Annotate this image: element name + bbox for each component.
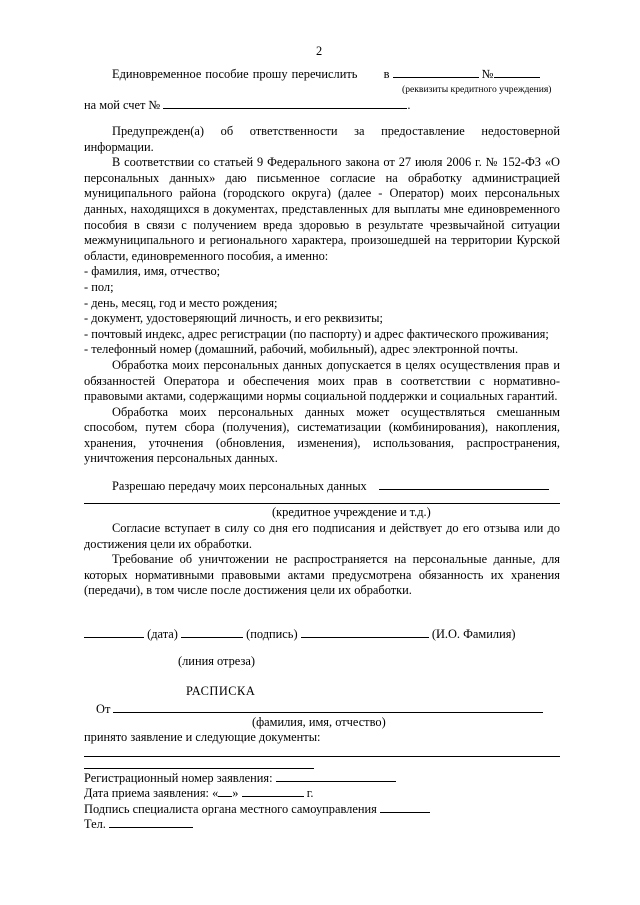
transfer-in-label: в (383, 67, 390, 81)
receipt-date-line (84, 785, 313, 802)
receipt-date-prefix: Дата приема заявления: « (84, 786, 219, 800)
account-number-field[interactable] (163, 97, 407, 109)
warning-paragraph: Предупрежден(а) об ответственности за предоставление недостоверной информации. (84, 124, 560, 154)
transfer-recipient-line[interactable] (84, 503, 560, 504)
receipt-accepted-text: принято заявление и следующие документы: (84, 730, 321, 744)
account-label: на мой счет № (84, 98, 161, 112)
bank-number-field[interactable] (494, 66, 540, 78)
transfer-line (112, 66, 540, 83)
receipt-month-field[interactable] (242, 785, 304, 797)
data-item: - день, месяц, год и место рождения; (84, 295, 278, 310)
bank-name-field[interactable] (393, 66, 479, 78)
bank-number-label: № (481, 67, 494, 81)
phone-field[interactable] (109, 816, 193, 828)
validity-paragraph: Согласие вступает в силу со дня его подписания и действует до его отзыва или до достижения цели их обработки. (84, 521, 560, 551)
signature-field[interactable] (181, 626, 243, 638)
receipt-title: РАСПИСКА (186, 684, 256, 698)
credit-institution-note: (кредитное учреждение и т.д.) (272, 505, 431, 519)
transfer-permit-line (112, 478, 549, 495)
signature-label: (подпись) (246, 627, 298, 641)
receipt-day-field[interactable] (218, 785, 232, 797)
transfer-request-text: Единовременное пособие прошу перечислить (112, 67, 358, 81)
specialist-label: Подпись специалиста органа местного самоуправления (84, 802, 377, 816)
cut-line-label: (линия отреза) (178, 654, 255, 668)
data-item: - документ, удостоверяющий личность, и его реквизиты; (84, 311, 383, 326)
data-item: - почтовый индекс, адрес регистрации (по паспорту) и адрес фактического проживания; (84, 326, 549, 341)
date-label: (дата) (147, 627, 178, 641)
receipt-from-field[interactable] (113, 701, 543, 713)
receipt-date-mid: » (232, 786, 239, 800)
processing-purpose-paragraph: Обработка моих персональных данных допускается в целях осуществления прав и обязанностей Оператора и обеспечения моих прав в соответствии с нормативно-правовыми актами, содержащими нормы социальной поддержки и социальных гарантий. (84, 357, 560, 404)
data-item: - телефонный номер (домашний, рабочий, мобильный), адрес электронной почты. (84, 342, 519, 357)
data-item: - фамилия, имя, отчество; (84, 264, 221, 279)
specialist-signature-field[interactable] (380, 801, 430, 813)
full-name-field[interactable] (301, 626, 429, 638)
destruction-paragraph: Требование об уничтожении не распространяется на персональные данные, для которых нормативными правовыми актами предусмотрена обязанность их хранения (передачи), в том числе после достижения цели их обработки. (84, 552, 560, 598)
consent-paragraph: В соответствии со статьей 9 Федерального закона от 27 июля 2006 г. № 152-ФЗ «О персональных данных» даю письменное согласие на обработку администрацией муниципального района (городского округа) (далее - Оператор) моих персональных данных, находящихся в документах, представленных для выплаты мне единовременного пособия в связи с получением вреда здоровью в результате чрезвычайной ситуации межмуниципального и регионального характера, произошедшей на территории Курской области, единовременного пособия, а именно: (84, 155, 560, 263)
documents-line[interactable] (84, 756, 560, 757)
transfer-recipient-field[interactable] (379, 478, 549, 490)
receipt-date-suffix: г. (306, 786, 314, 800)
date-field[interactable] (84, 626, 144, 638)
documents-line[interactable] (84, 768, 314, 769)
receipt-from-label: От (96, 702, 111, 716)
receipt-fio-note: (фамилия, имя, отчество) (252, 715, 386, 729)
data-item: - пол; (84, 279, 114, 294)
transfer-permit-text: Разрешаю передачу моих персональных данных (112, 479, 367, 493)
processing-method-paragraph: Обработка моих персональных данных может осуществляться смешанным способом, путем сбора (получения), систематизации (комбинирования), накопления, хранения, уточнения (обновления, изменения), использования, распространения, уничтожения персональных данных. (84, 404, 560, 466)
phone-line (84, 816, 193, 833)
bank-details-note: (реквизиты кредитного учреждения) (402, 84, 552, 95)
consent-body (84, 124, 560, 467)
full-name-label: (И.О. Фамилия) (431, 627, 516, 641)
account-line: на мой счет № . (84, 98, 411, 112)
phone-label: Тел. (84, 817, 106, 831)
signature-row (84, 626, 516, 643)
reg-number-label: Регистрационный номер заявления: (84, 771, 273, 785)
validity-paragraph-wrap (84, 521, 560, 599)
reg-number-field[interactable] (276, 770, 396, 782)
page-number: 2 (316, 44, 323, 58)
